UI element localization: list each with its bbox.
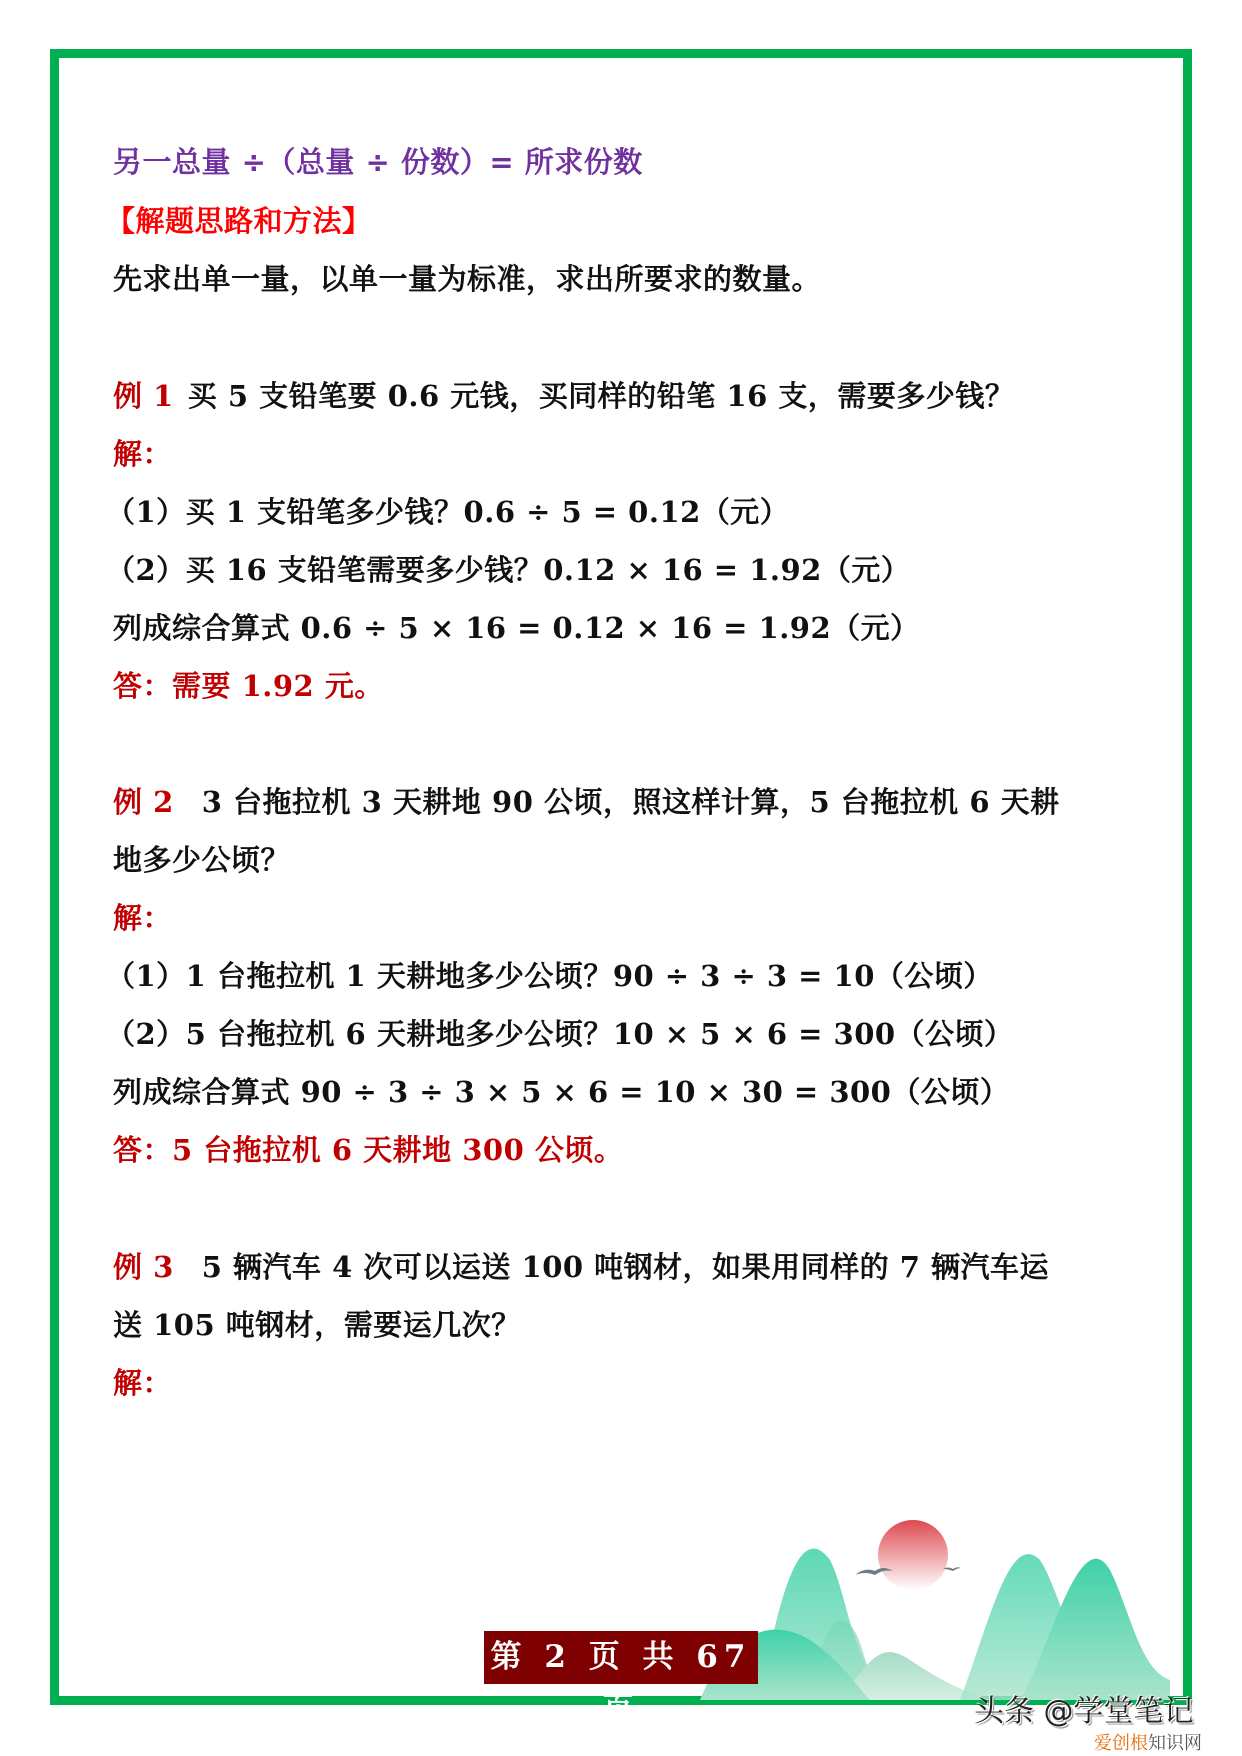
solution-label: 解： (113, 901, 173, 935)
method-heading: 【解题思路和方法】 (106, 204, 372, 238)
watermark-sub-b: 知识网 (1148, 1733, 1202, 1754)
example-label: 例 3 (113, 1250, 174, 1284)
example-2-question (113, 782, 1060, 822)
watermark-sub (1094, 1729, 1202, 1755)
question-text: 3 台拖拉机 3 天耕地 90 公顷，照这样计算，5 台拖拉机 6 天耕 (201, 785, 1060, 819)
watermark-main: 头条 @学堂笔记 (974, 1694, 1194, 1729)
solution-label: 解： (113, 437, 173, 471)
question-continuation: 送 105 吨钢材，需要运几次？ (113, 1308, 521, 1342)
mountain-scenery-illustration (700, 1500, 1180, 1700)
watermark (974, 1694, 1202, 1754)
step-1: （1）买 1 支铅笔多少钱？0.6 ÷ 5 = 0.12（元） (106, 495, 790, 529)
example-3-question (113, 1247, 1049, 1287)
method-text: 先求出单一量，以单一量为标准，求出所要求的数量。 (113, 262, 822, 296)
sun-icon (878, 1520, 948, 1590)
question-text: 5 辆汽车 4 次可以运送 100 吨钢材，如果用同样的 7 辆汽车运 (201, 1250, 1050, 1284)
answer: 答：需要 1.92 元。 (113, 669, 384, 703)
step-2: （2）5 台拖拉机 6 天耕地多少公顷？10 × 5 × 6 = 300（公顷） (106, 1017, 1014, 1051)
combined-formula: 列成综合算式 0.6 ÷ 5 × 16 = 0.12 × 16 = 1.92（元） (113, 611, 920, 645)
combined-formula: 列成综合算式 90 ÷ 3 ÷ 3 × 5 × 6 = 10 × 30 = 300（公顷） (113, 1075, 1010, 1109)
example-label: 例 2 (113, 785, 174, 819)
example-1-question (113, 376, 1014, 416)
bird-icon (943, 1567, 961, 1571)
formula-line: 另一总量 ÷（总量 ÷ 份数）= 所求份数 (113, 145, 643, 179)
question-text: 买 5 支铅笔要 0.6 元钱，买同样的铅笔 16 支，需要多少钱？ (187, 379, 1015, 413)
example-label: 例 1 (113, 379, 174, 413)
answer: 答：5 台拖拉机 6 天耕地 300 公顷。 (113, 1133, 624, 1167)
step-2: （2）买 16 支铅笔需要多少钱？0.12 × 16 = 1.92（元） (106, 553, 911, 587)
solution-label: 解： (113, 1366, 173, 1400)
page-indicator: 第 2 页 共 67 页 (484, 1631, 758, 1684)
watermark-sub-a: 爱创根 (1094, 1733, 1148, 1754)
step-1: （1）1 台拖拉机 1 天耕地多少公顷？90 ÷ 3 ÷ 3 = 10（公顷） (106, 959, 993, 993)
question-continuation: 地多少公顷？ (113, 843, 291, 877)
